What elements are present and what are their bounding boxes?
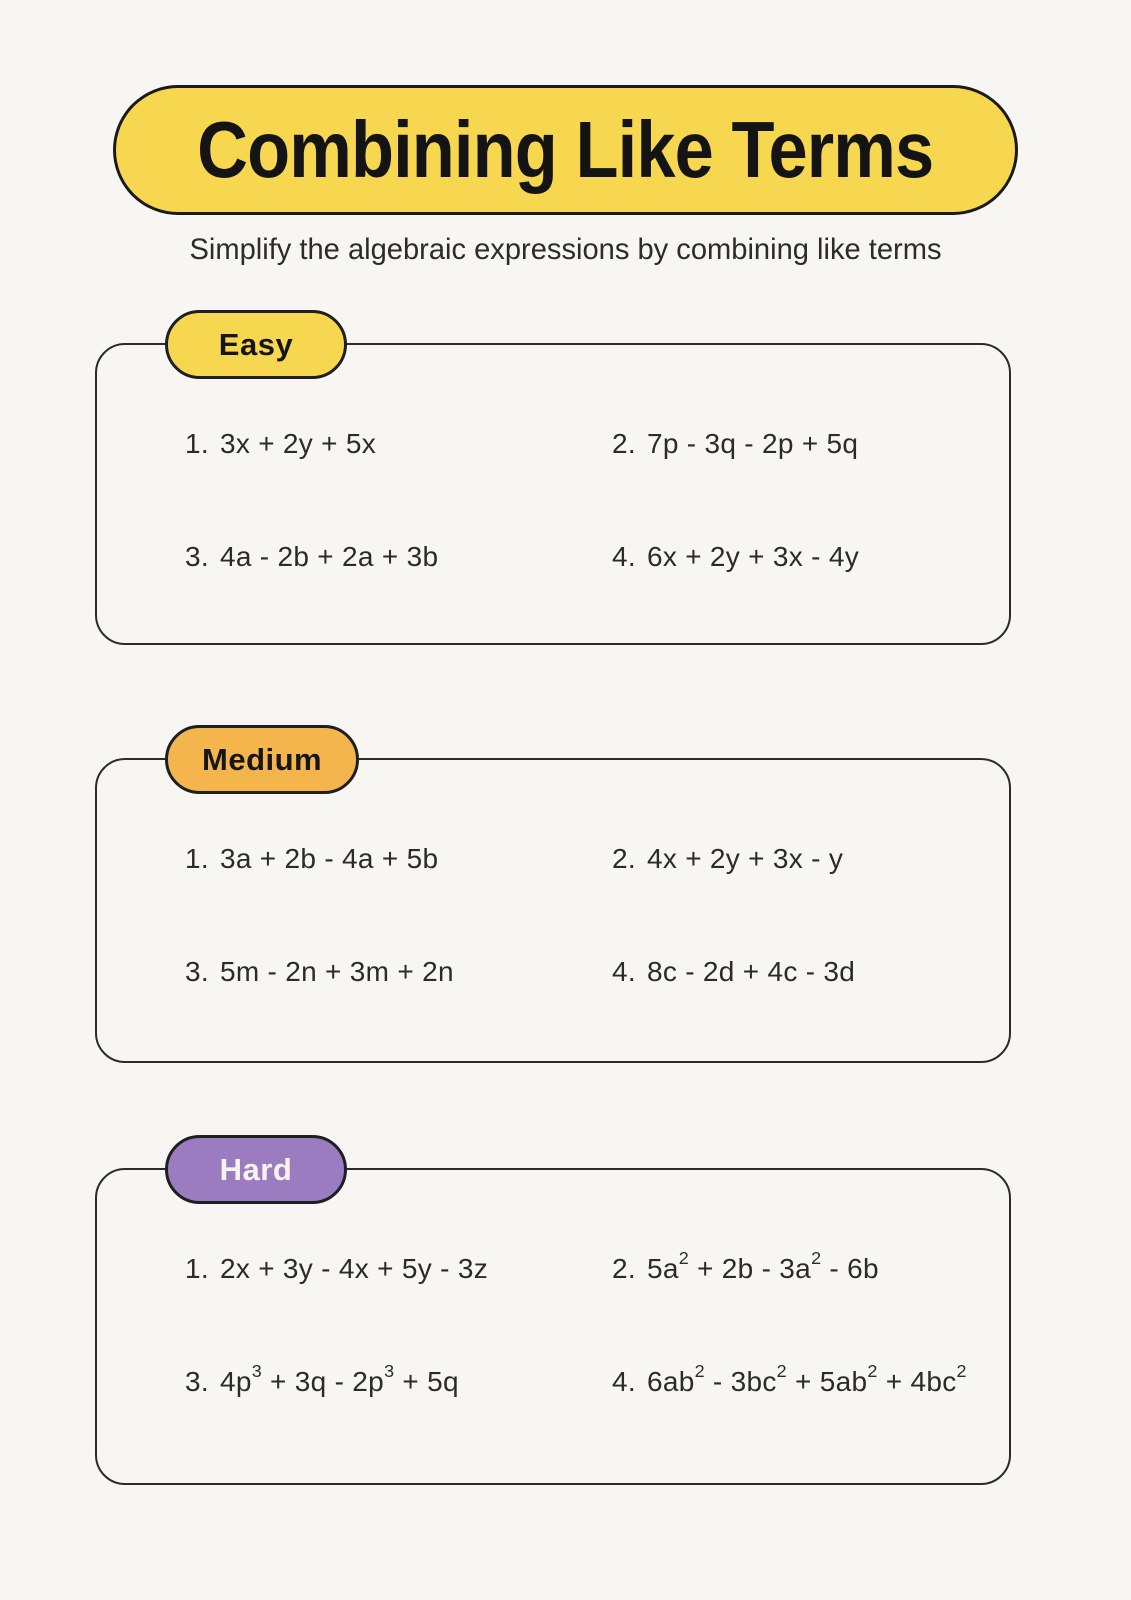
problem-hard-3 [185,1361,612,1398]
problem-number: 2. [612,842,636,874]
problem-medium-1 [185,843,612,875]
problem-number: 1. [185,1252,209,1284]
section-easy-problems [97,345,1009,643]
section-medium-label: Medium [165,725,359,794]
problem-expression: 8c - 2d + 4c - 3d [646,955,856,987]
page-subtitle: Simplify the algebraic expressions by combining like terms [189,233,942,266]
section-medium-problems [97,760,1009,1061]
problem-expression: $6ab^2 - 3bc^2 + 5ab^2 + 4bc^2$ [646,1361,967,1397]
problem-number: 2. [612,1252,636,1284]
problem-easy-4 [612,541,995,573]
problem-medium-4 [612,956,995,988]
problem-easy-3 [185,541,612,573]
problem-expression: 5m - 2n + 3m + 2n [219,955,454,987]
problem-hard-2 [612,1248,995,1285]
problem-number: 4. [612,1365,636,1397]
problem-easy-1 [185,428,612,460]
problem-number: 3. [185,1365,209,1397]
problem-expression: 4a - 2b + 2a + 3b [219,540,439,572]
section-medium [95,741,1011,1063]
section-easy [95,326,1011,645]
problem-medium-3 [185,956,612,988]
problem-easy-2 [612,428,995,460]
page-title: Combining Like Terms [197,105,934,194]
problem-number: 4. [612,955,636,987]
problem-expression: $5a^2 + 2b - 3a^2 - 6b$ [646,1248,879,1284]
problem-expression: 2x + 3y - 4x + 5y - 3z [219,1252,489,1284]
problem-number: 3. [185,955,209,987]
problem-number: 3. [185,540,209,572]
problem-expression: 6x + 2y + 3x - 4y [646,540,860,572]
problem-hard-1 [185,1253,612,1285]
problem-medium-2 [612,843,995,875]
problem-hard-4 [612,1361,995,1398]
section-hard-label: Hard [165,1135,347,1204]
problem-number: 2. [612,427,636,459]
problem-expression: 7p - 3q - 2p + 5q [646,427,859,459]
problem-expression: 3x + 2y + 5x [219,427,377,459]
title-banner [113,85,1018,215]
problem-number: 1. [185,842,209,874]
problem-number: 4. [612,540,636,572]
problem-expression: 3a + 2b - 4a + 5b [219,842,439,874]
problem-expression: 4x + 2y + 3x - y [646,842,844,874]
problem-expression: $4p^3 + 3q - 2p^3 + 5q$ [219,1361,459,1397]
section-hard [95,1151,1011,1485]
section-hard-problems [97,1170,1009,1483]
problem-number: 1. [185,427,209,459]
section-easy-label: Easy [165,310,347,379]
